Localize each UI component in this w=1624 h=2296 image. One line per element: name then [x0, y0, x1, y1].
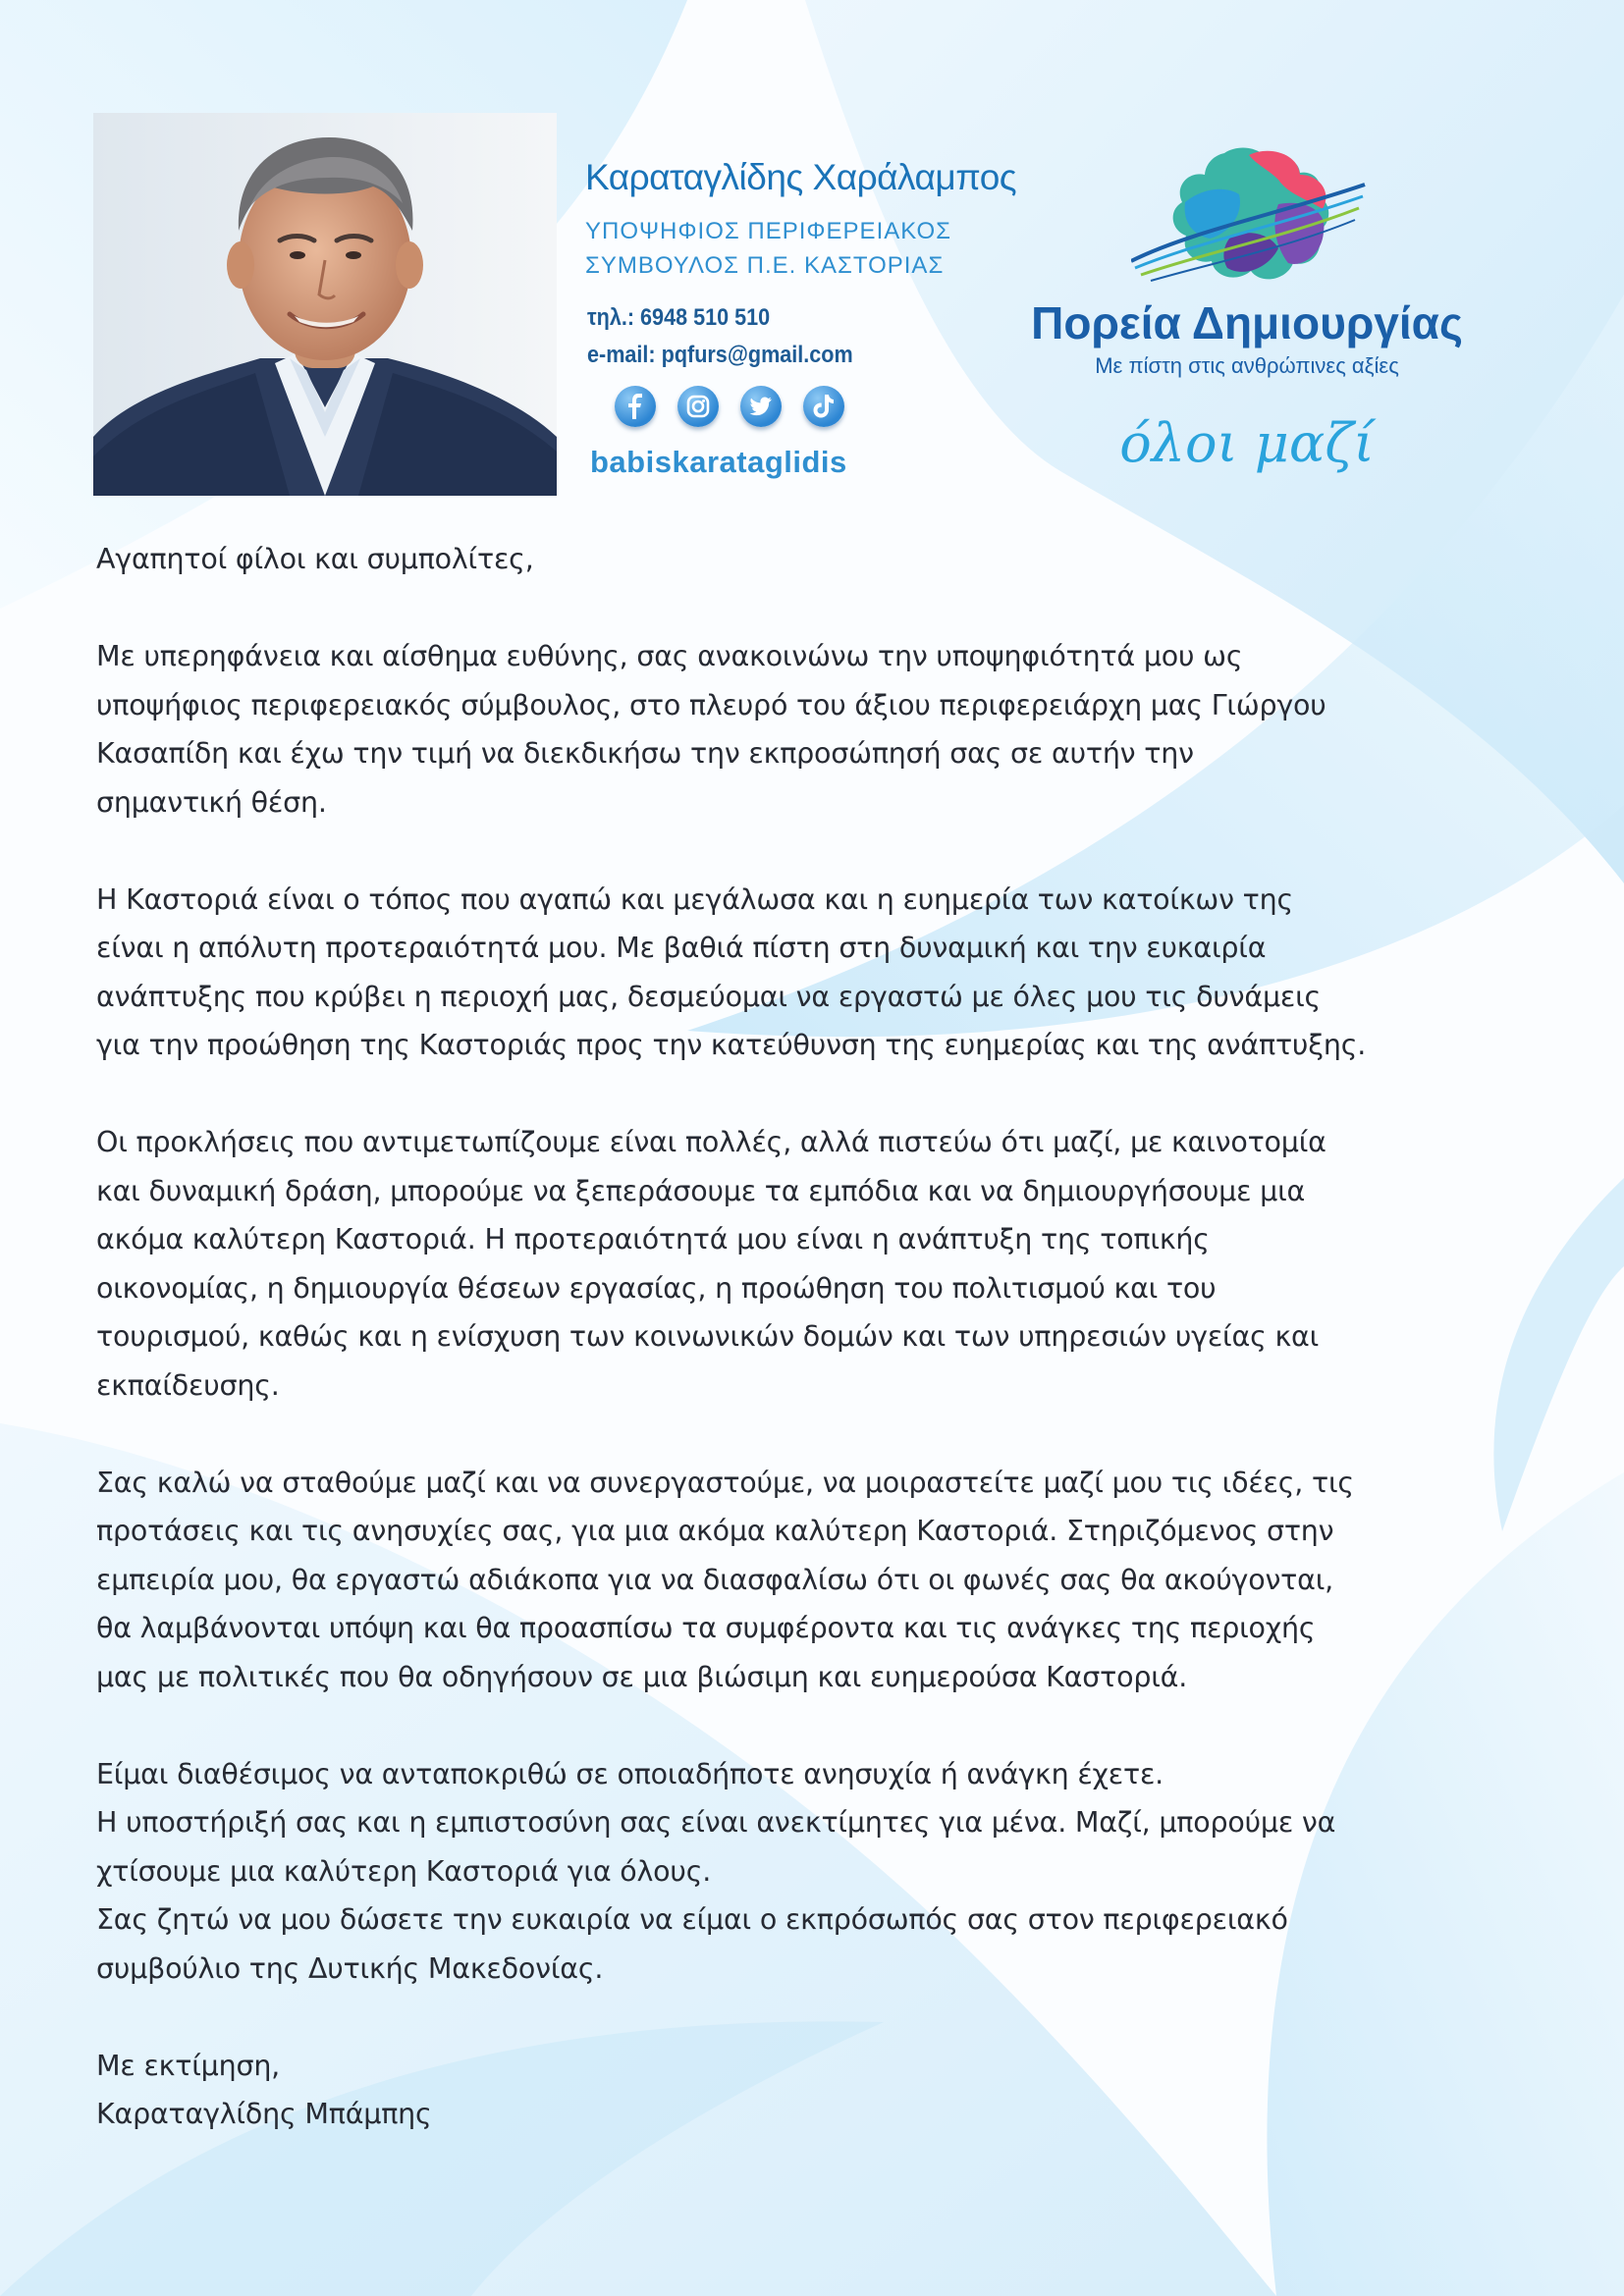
paragraph-5: Είμαι διαθέσιμος να ανταποκριθώ σε οποιαδήποτε ανησυχία ή ανάγκη έχετε. Η υποστήριξή σας και η εμπιστοσύνη σας είναι ανεκτίμητες για μένα. Μαζί, μπορούμε να χτίσουμε μια καλύτερη Καστοριά για όλους. Σας ζητώ να μου δώσετε την ευκαιρία να είμαι ο εκπρόσωπός σας στον περιφερειακό συμβούλιο της Δυτικής Μακεδονίας.: [96, 1757, 1336, 1985]
facebook-icon[interactable]: [615, 386, 656, 427]
signature: Καραταγλίδης Μπάμπης: [96, 2098, 432, 2130]
sign-off: [96, 2042, 1530, 2139]
instagram-icon[interactable]: [677, 386, 719, 427]
candidate-role-line2: ΣΥΜΒΟΥΛΟΣ Π.Ε. ΚΑΣΤΟΡΙΑΣ: [585, 252, 945, 279]
closing: Με εκτίμηση,: [96, 2049, 281, 2082]
letter-body: [96, 535, 1530, 2139]
paragraph-2: Η Καστοριά είναι ο τόπος που αγαπώ και μεγάλωσα και η ευημερία των κατοίκων της είναι η απόλυτη προτεραιότητά μου. Με βαθιά πίστη στη δυναμική και την ευκαιρία ανάπτυξης που κρύβει η περιοχή μας, δεσμεύομαι να εργαστώ με όλες μου τις δυνάμεις για την προώθηση της Καστοριάς προς την κατεύθυνση της ευημερίας και της ανάπτυξης.: [96, 882, 1367, 1061]
greeting: Αγαπητοί φίλοι και συμπολίτες,: [96, 543, 534, 575]
party-tagline: Με πίστη στις ανθρώπινες αξίες: [1095, 353, 1399, 378]
phone: τηλ.: 6948 510 510: [587, 304, 771, 331]
tiktok-icon[interactable]: [803, 386, 844, 427]
party-name: Πορεία Δημιουργίας: [1031, 297, 1463, 348]
candidate-role: [585, 214, 951, 283]
social-icons: [615, 386, 844, 427]
contact-info: [587, 299, 853, 374]
candidate-role-line1: ΥΠΟΨΗΦΙΟΣ ΠΕΡΙΦΕΡΕΙΑΚΟΣ: [585, 218, 952, 244]
paragraph-4: Σας καλώ να σταθούμε μαζί και να συνεργαστούμε, να μοιραστείτε μαζί μου τις ιδέες, τις προτάσεις και τις ανησυχίες σας, για μια ακόμα καλύτερη Καστοριά. Στηριζόμενος στην εμπειρία μου, θα εργαστώ αδιάκοπα για να διασφαλίσω ότι οι φωνές σας θα ακούγονται, θα λαμβάνονται υπόψη και θα προασπίσω τα συμφέροντα και τις ανάγκες της περιοχής μας με πολιτικές που θα οδηγήσουν σε μια βιώσιμη και ευημερούσα Καστοριά.: [96, 1466, 1354, 1693]
paragraph-3: Οι προκλήσεις που αντιμετωπίζουμε είναι πολλές, αλλά πιστεύω ότι μαζί, με καινοτομία και δυναμική δράση, μπορούμε να ξεπεράσουμε τα εμπόδια και να δημιουργήσουμε μια ακόμα καλύτερη Καστοριά. Η προτεραιότητά μου είναι η ανάπτυξη της τοπικής οικονομίας, η δημιουργία θέσεων εργασίας, η προώθηση του πολιτισμού και του τουρισμού, καθώς και η ενίσχυση των κοινωνικών δομών και των υπηρεσιών υγείας και εκπαίδευσης.: [96, 1126, 1326, 1402]
social-handle[interactable]: babiskarataglidis: [590, 445, 847, 479]
twitter-icon[interactable]: [740, 386, 782, 427]
party-logo-icon: [1131, 145, 1367, 293]
email[interactable]: e-mail: pqfurs@gmail.com: [587, 342, 853, 368]
candidate-name: Καραταγλίδης Χαράλαμπος: [585, 157, 1017, 197]
candidate-photo: [93, 113, 557, 496]
party-slogan: όλοι μαζί: [1119, 412, 1375, 474]
paragraph-1: Με υπερηφάνεια και αίσθημα ευθύνης, σας ανακοινώνω την υποψηφιότητά μου ως υποψήφιος περιφερειακός σύμβουλος, στο πλευρό του άξιου περιφερειάρχη μας Γιώργου Κασαπίδη και έχω την τιμή να διεκδικήσω την εκπροσώπησή σας σε αυτήν την σημαντική θέση.: [96, 640, 1326, 819]
